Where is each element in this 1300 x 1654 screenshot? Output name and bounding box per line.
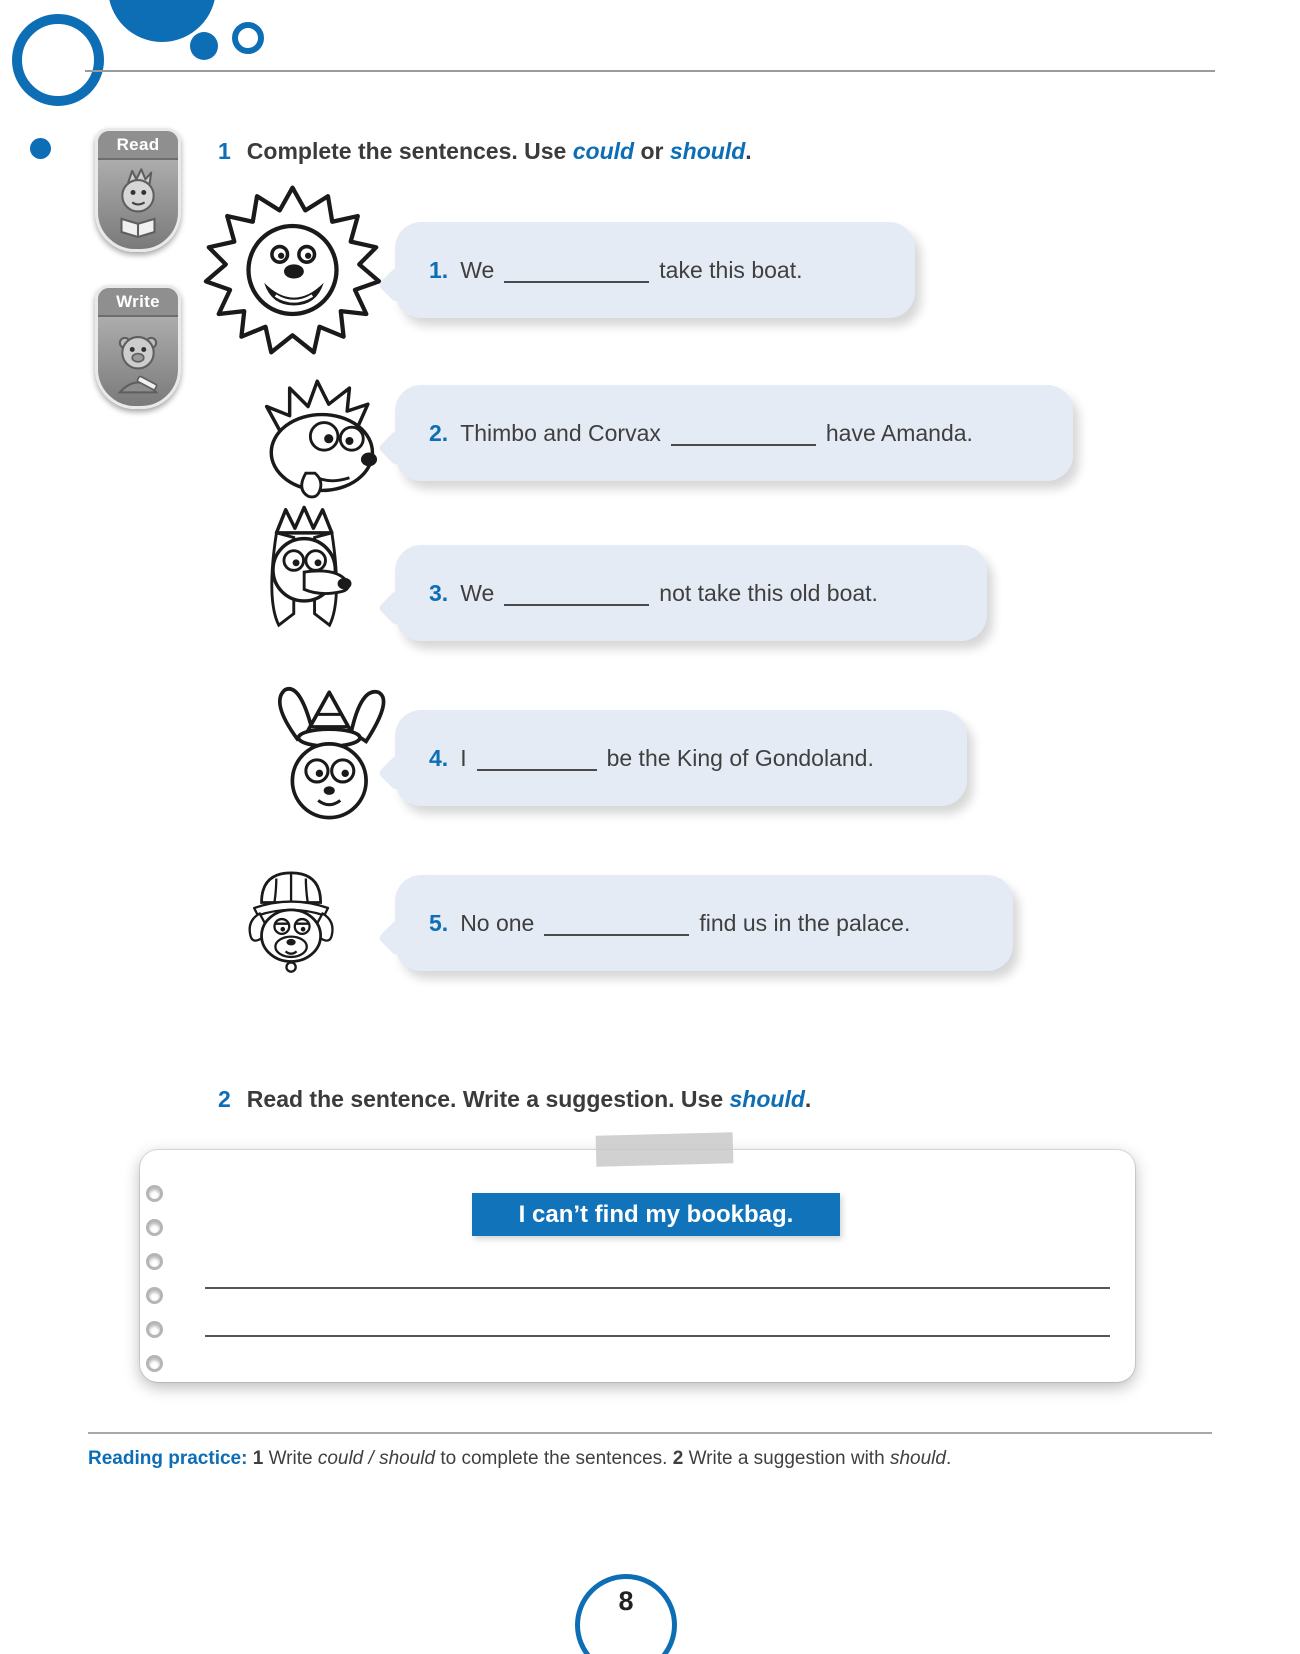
exercise1-title <box>218 138 752 165</box>
footer-text: to complete the sentences. <box>435 1448 673 1469</box>
notepad-hole <box>146 1321 163 1338</box>
item-number: 1. <box>429 256 449 283</box>
footer-italic-could-should: could / should <box>317 1448 436 1469</box>
exercise1-title-could: could <box>572 138 635 164</box>
item-number: 4. <box>429 744 449 771</box>
decor-circle <box>232 22 264 54</box>
answer-blank[interactable] <box>504 257 649 283</box>
exercise2-title <box>218 1086 811 1113</box>
tape-strip <box>596 1132 734 1167</box>
page-number: 8 <box>618 1586 634 1616</box>
item-number: 3. <box>429 579 449 606</box>
lion-character-icon <box>200 182 385 358</box>
footer-period: . <box>945 1448 952 1469</box>
notepad <box>140 1150 1135 1382</box>
decor-circle <box>12 14 104 106</box>
write-badge-label: Write <box>98 288 178 317</box>
read-badge <box>95 128 181 252</box>
exercise1-title-should: should <box>669 138 746 164</box>
top-rule <box>85 70 1215 72</box>
speech-bubble <box>395 222 915 318</box>
footer-label: Reading practice: <box>88 1448 248 1469</box>
notepad-hole <box>146 1355 163 1372</box>
write-badge <box>95 285 181 409</box>
writing-line[interactable] <box>205 1287 1110 1289</box>
footer-text: Write a suggestion with <box>688 1448 890 1469</box>
page-number-badge <box>575 1574 677 1654</box>
answer-blank[interactable] <box>671 420 816 446</box>
sentence-before: I <box>460 744 467 771</box>
speech-banner-text: I can’t find my bookbag. <box>518 1200 794 1228</box>
sentence-before: Thimbo and Corvax <box>460 419 661 446</box>
notepad-hole <box>146 1253 163 1270</box>
exercise1-title-period: . <box>745 138 752 164</box>
capped-dog-character-icon <box>232 860 352 980</box>
exercise1-title-text: Complete the sentences. Use <box>246 138 573 164</box>
sentence-after: take this boat. <box>659 256 803 283</box>
item-number: 5. <box>429 909 449 936</box>
speech-bubble <box>395 545 987 641</box>
notepad-hole <box>146 1185 163 1202</box>
answer-blank[interactable] <box>504 580 649 606</box>
notepad-hole <box>146 1219 163 1236</box>
exercise2-title-text: Read the sentence. Write a suggestion. Use <box>246 1086 730 1112</box>
sentence-after: have Amanda. <box>825 419 973 446</box>
speech-bubble <box>395 875 1013 971</box>
hedgehog-character-icon <box>248 372 398 510</box>
exercise2-number: 2 <box>218 1086 231 1112</box>
notepad-hole <box>146 1287 163 1304</box>
sentence-after: not take this old boat. <box>659 579 878 606</box>
footer-rule <box>88 1432 1212 1434</box>
footer-num2: 2 <box>672 1448 689 1469</box>
exercise1-title-or: or <box>634 138 670 164</box>
item-number: 2. <box>429 419 449 446</box>
footer-text: Write <box>268 1448 318 1469</box>
sentence-after: find us in the palace. <box>699 909 911 936</box>
speech-bubble <box>395 385 1073 481</box>
sentence-after: be the King of Gondoland. <box>606 744 874 771</box>
speech-bubble <box>395 710 967 806</box>
decor-circle <box>30 138 51 159</box>
answer-blank[interactable] <box>477 745 597 771</box>
decor-circle <box>190 32 218 60</box>
sentence-before: We <box>460 579 495 606</box>
footer-num1: 1 <box>247 1448 269 1469</box>
read-badge-label: Read <box>98 131 178 160</box>
speech-banner <box>472 1193 840 1236</box>
sentence-before: We <box>460 256 495 283</box>
write-badge-character-icon <box>105 321 171 401</box>
sentence-before: No one <box>460 909 535 936</box>
footer-italic-should: should <box>889 1448 946 1469</box>
read-badge-character-icon <box>105 164 171 244</box>
exercise2-title-period: . <box>804 1086 812 1112</box>
footer-instructions <box>88 1448 951 1470</box>
exercise1-number: 1 <box>218 138 231 164</box>
crowned-dog-character-icon <box>228 498 378 660</box>
exercise2-title-should: should <box>729 1086 805 1112</box>
writing-line[interactable] <box>205 1335 1110 1337</box>
answer-blank[interactable] <box>544 910 689 936</box>
